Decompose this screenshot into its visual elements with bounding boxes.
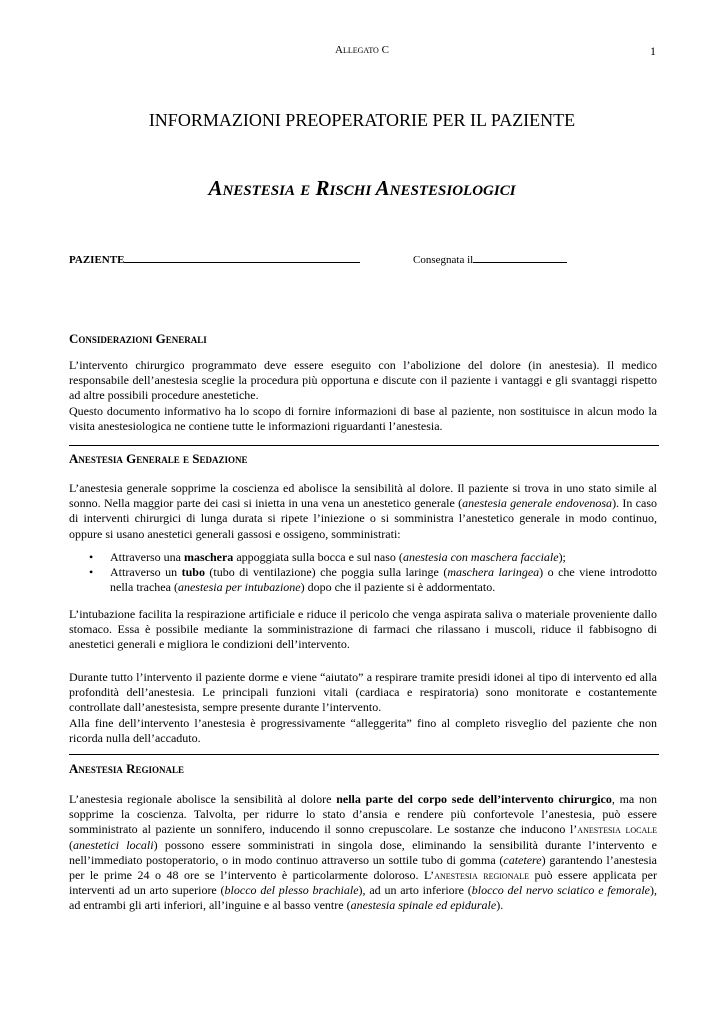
paragraph: Questo documento informativo ha lo scopo di fornire informazioni di base al paziente, non sostituisce in alcun modo la visita anestesiologica ne contiene tutte le informazioni riguardanti l’anestesia. [69,403,657,433]
document-subtitle: Anestesia e Rischi Anestesiologici [208,176,516,200]
section-divider [69,754,659,755]
list-item: • Attraverso un tubo (tubo di ventilazione) che poggia sulla laringe (maschera laringea) o che viene introdotto nella trachea (anestesia per intubazione) dopo che il paziente si è addormentato. [89,565,658,595]
section-heading: Anestesia Generale e Sedazione [69,451,248,466]
page-number: 1 [650,44,656,58]
paragraph: Alla fine dell’intervento l’anestesia è progressivamente “alleggerita” fino al completo risveglio del paziente che non ricorda nulla dell’accaduto. [69,715,657,745]
section-divider [69,445,659,446]
section-heading: Anestesia Regionale [69,761,185,776]
document-title: INFORMAZIONI PREOPERATORIE PER IL PAZIENTE [148,110,576,130]
paragraph-intubation [69,607,657,653]
paragraph: L’intervento chirurgico programmato deve essere eseguito con l’abolizione del dolore (in anestesia). Il medico responsabile dell’anestesia sceglie la procedura più opportuna e discute con il paziente i vantaggi e gli svantaggi rispetto ad altre possibili procedure anestetiche. [69,358,657,403]
patient-blank-line [124,252,360,263]
running-header: Allegato C [335,44,389,56]
section-heading: Considerazioni Generali [69,331,207,346]
patient-label: PAZIENTE [69,254,125,266]
section-general-anesthesia [69,451,657,467]
paragraph: L’intubazione facilita la respirazione artificiale e riduce il pericolo che venga aspirata saliva o materiale proveniente dallo stomaco. Essa è possibile mediante la somministrazione di farmaci che rilassano i muscoli, riduce il fabbisogno di anestetici generali e migliora le condizioni dell’intervento. [69,607,657,652]
patient-field [69,252,360,266]
paragraph: L’anestesia generale sopprime la coscienza ed abolisce la sensibilità al dolore. Il paziente si trova in uno stato simile al sonno. Nella maggior parte dei casi si inietta in una vena un anestetico generale (anestesia generale endovenosa). In caso di interventi chirurgici di lunga durata si ripete l’iniezione o si somministra l’anestetico generale in modo continuo, oppure si usano anestetici generali gassosi e ossigeno, somministrati: [69,481,657,541]
list-item: • Attraverso una maschera appoggiata sulla bocca e sul naso (anestesia con maschera facciale); [89,550,566,564]
paragraph: L’anestesia regionale abolisce la sensibilità al dolore nella parte del corpo sede dell’intervento chirurgico, ma non sopprime la coscienza. Talvolta, per ridurre lo stato d’ansia e rendere più confortevole l’anestesia, può essere somministrato al paziente un sonnifero, inducendo il sonno crepuscolare. Le sostanze che inducono l’anestesia locale (anestetici locali) possono essere somministrati in singola dose, eliminando la sensibilità durante l’intervento e nell’immediato postoperatorio, o in modo continuo attraverso un sottile tubo di gomma (catetere) garantendo l’anestesia per le prime 24 o 48 ore se l’intervento è particolarmente doloroso. L’anestesia regionale può essere applicata per interventi ad un arto superiore (blocco del plesso brachiale), ad un arto inferiore (blocco del nervo sciatico e femorale), ad entrambi gli arti inferiori, all’inguine e al basso ventre (anestesia spinale ed epidurale). [69,792,658,913]
section-general-anesthesia-body [69,481,657,542]
paragraph: Durante tutto l’intervento il paziente dorme e viene “aiutato” a respirare tramite presidi idonei al tipo di intervento ed alla profondità dell’anestesia. Le principali funzioni vitali (cardiaca e respiratoria) sono monitorate e costantemente controllate dall’anestesista, sempre presente durante l’intervento. [69,670,657,715]
delivered-field [413,252,567,266]
section-general-considerations-body [69,358,657,434]
bullet-list [69,550,657,596]
delivered-blank-line [473,252,567,263]
paragraph-during-intervention [69,670,657,746]
section-general-considerations [69,331,657,347]
delivered-label: Consegnata il [413,254,474,266]
section-regional-anesthesia [69,761,657,777]
section-regional-anesthesia-body [69,792,657,914]
